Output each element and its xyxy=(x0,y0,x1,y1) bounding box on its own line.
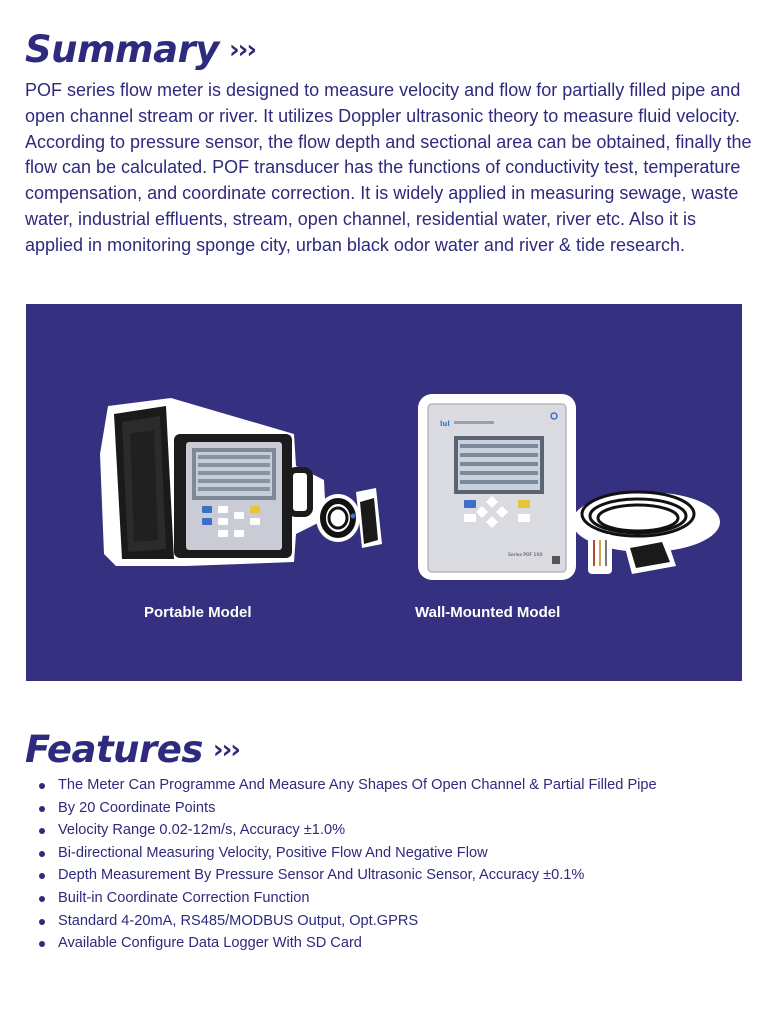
bullet-icon xyxy=(39,806,45,812)
feature-item xyxy=(34,864,734,887)
features-heading-text: Features xyxy=(25,728,203,771)
feature-text: Built-in Coordinate Correction Function xyxy=(58,889,310,906)
feature-text: Depth Measurement By Pressure Sensor And Ultrasonic Sensor, Accuracy ±0.1% xyxy=(58,867,585,884)
portable-meter-image xyxy=(100,398,326,566)
product-illustrations xyxy=(26,304,742,681)
bullet-icon xyxy=(39,851,45,857)
feature-item xyxy=(34,774,734,797)
bullet-icon xyxy=(39,941,45,947)
feature-item xyxy=(34,910,734,933)
wall-sensor-cable xyxy=(572,492,720,574)
feature-item xyxy=(34,819,734,842)
feature-text: Velocity Range 0.02-12m/s, Accuracy ±1.0% xyxy=(58,822,346,839)
summary-heading-text: Summary xyxy=(25,28,219,71)
feature-text: Available Configure Data Logger With SD Card xyxy=(58,935,362,952)
wall-meter-image xyxy=(418,394,576,580)
feature-text: The Meter Can Programme And Measure Any Shapes Of Open Channel & Partial Filled Pipe xyxy=(58,777,657,793)
bullet-icon xyxy=(39,783,45,789)
portable-model-label: Portable Model xyxy=(144,604,252,621)
svg-text:lul: lul xyxy=(440,420,450,428)
feature-text: Bi-directional Measuring Velocity, Positive Flow And Negative Flow xyxy=(58,844,488,861)
features-arrows-icon: ››› xyxy=(212,735,240,765)
bullet-icon xyxy=(39,873,45,879)
bullet-icon xyxy=(39,896,45,902)
product-banner xyxy=(26,304,742,681)
bullet-icon xyxy=(39,828,45,834)
features-list xyxy=(34,774,734,955)
feature-item xyxy=(34,797,734,820)
feature-item xyxy=(34,887,734,910)
summary-heading xyxy=(25,28,256,71)
summary-arrows-icon: ››› xyxy=(228,35,256,65)
wall-mounted-model-label: Wall-Mounted Model xyxy=(415,604,561,621)
feature-item xyxy=(34,932,734,955)
summary-paragraph: POF series flow meter is designed to measure velocity and flow for partially filled pipe and open channel stream or river. It utilizes Doppler ultrasonic theory to measure fluid velocity. According to pressure sensor, the flow depth and sectional area can be obtained, finally the flow can be calculated. POF transducer has the functions of conductivity test, temperature compensation, and coordinate correction. It is widely applied in measuring sewage, waste water, industrial effluents, stream, open channel, residential water, river etc. Also it is applied in monitoring sponge city, urban black odor water and river & tide research. xyxy=(25,80,752,255)
wall-panel-label: Series POF 1XX xyxy=(508,553,543,558)
features-heading xyxy=(25,728,240,771)
portable-sensor-cable xyxy=(316,488,382,548)
bullet-icon xyxy=(39,919,45,925)
feature-item xyxy=(34,842,734,865)
feature-text: By 20 Coordinate Points xyxy=(58,799,216,816)
feature-text: Standard 4-20mA, RS485/MODBUS Output, Opt.GPRS xyxy=(58,912,419,929)
